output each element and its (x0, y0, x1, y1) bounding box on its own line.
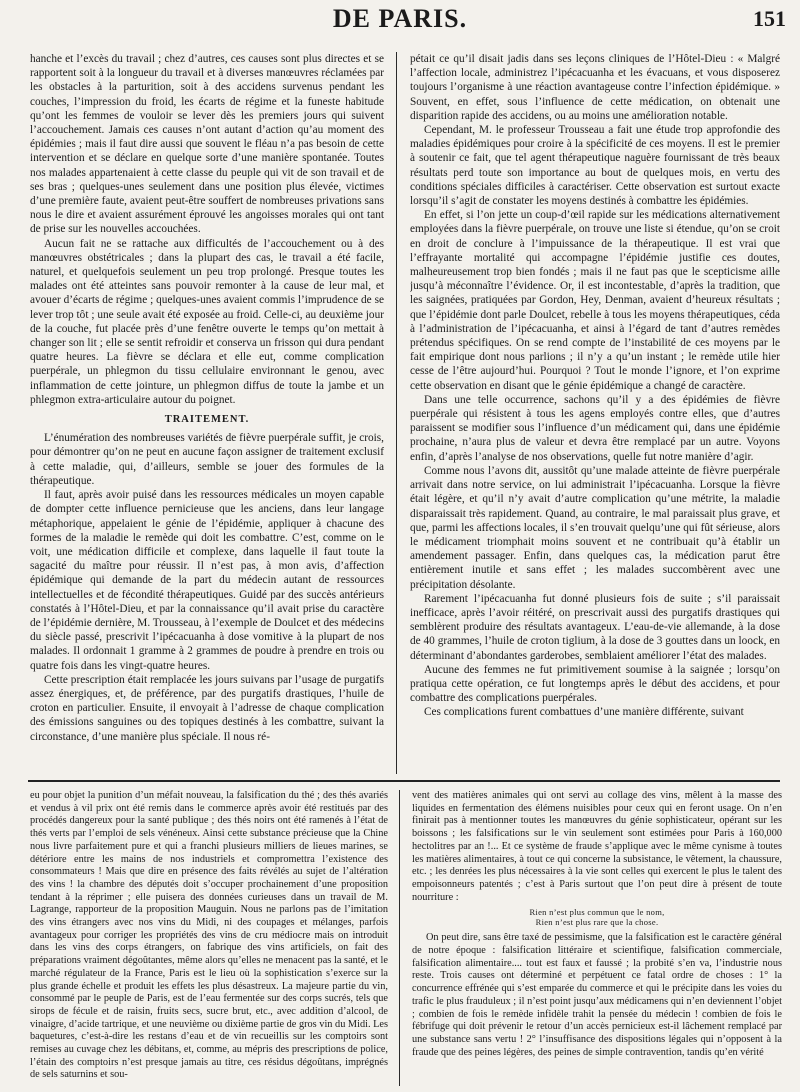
paragraph: Comme nous l’avons dit, aussitôt qu’une malade atteinte de fièvre puerpérale arrivait dans notre service, on lui administrait l’ipécacuanha. Lorsque la fièvre était légère, et qu’il n’y avait d’autre complication qu’une métrite, la maladie disparaissait très rapidement. Quand, au contraire, le mal paraissait plus grave, et que, parmi les affections locales, il s’en trouvait quelqu’une qui fût sérieuse, alors le médicament triomphait moins souvent et ne contribuait qu’à établir un amendement passager. Enfin, dans quelques cas, la médication parut être entièrement inutile et sans effet ; les malades succombèrent avec une précipitation désolante. (410, 464, 780, 591)
paragraph: hanche et l’excès du travail ; chez d’autres, ces causes sont plus directes et se rapportent soit à la longueur du travail et à diverses manœuvres réclamées par les obstacles à la parturition, soit à des accidens survenus pendant les couches, l’impression du froid, les écarts de régime et la funeste habitude qu’ont les femmes de vouloir se lever dès les premiers jours qui suivent l’accouchement. Jamais ces causes n’ont autant d’action qu’au moment des épidémies ; mais il faut dire aussi que souvent le fléau n’a pas besoin de cette intervention et se déclare en quelque sorte d’une manière spontanée. Toutes nos malades appartenaient à cette classe du peuple qui vit de son travail et de ses bras ; quelques-unes seulement dans une position plus élevée, victimes d’une première faute, avaient peut-être souffert de nombreuses privations sans nous le dire et avaient assurément éprouvé les angoisses morales qui ont tant de prise sur les nouvelles accouchées. (30, 53, 384, 236)
paragraph: pétait ce qu’il disait jadis dans ses leçons cliniques de l’Hôtel-Dieu : « Malgré l’affection locale, administrez l’ipécacuanha et les évacuans, et vous disposerez toujours l’organisme à une réaction avantageuse contre l’infection épidémique. » Souvent, en effet, sous l’influence de cette médication, on obtenait une disparition rapide des accidens, ou au moins une amélioration notable. (410, 53, 780, 122)
paragraph: Dans une telle occurrence, sachons qu’il y a des épidémies de fièvre puerpérale qui résistent à tous les agens employés contre elles, que d’autres paraissent se modifier sous l’influence d’un médicament qui, dans une épidémie prochaine, n’aura plus de valeur et devra être remplacé par un autre. Voyons enfin, d’après l’analyse de nos observations, quelle fut notre manière d’agir. (410, 393, 780, 463)
column-divider (396, 52, 397, 774)
paragraph: On peut dire, sans être taxé de pessimisme, que la falsification est le caractère général de notre époque : falsification littéraire et scientifique, falsification commerciale, falsification alimentaire.... tout est faux et faussé ; la probité s’en va, l’industrie nous reste. Trois causes ont déterminé et perpétuent ce fatal ordre de choses : 1° la concurrence effrénée qui s’est emparée du commerce et qui le précipite dans les voies du trafic le plus frauduleux ; il n’est point jusqu’aux médicamens qui n’en deviennent l’objet ; combien de fois le remède infidèle trahit la pensée du médecin ! combien de fois le fébrifuge qui doit prévenir le retour d’un accès pernicieux est-il lâchement remplacé par une substance sans vertu ! 2° l’insuffisance des dispositions légales qui n’opposent à la fraude que des peines légères, des peines de simple contravention, tandis qu’en vérité (412, 932, 782, 1058)
page-header-title: DE PARIS. (332, 4, 468, 33)
paragraph: Aucune des femmes ne fut primitivement soumise à la saignée ; lorsqu’on pratiqua cette opération, ce fut longtemps après le début des accidens, et pour combattre des complications puerpérales. (410, 663, 780, 705)
feuilleton-column-left (30, 790, 388, 1086)
paragraph: Il faut, après avoir puisé dans les ressources médicales un moyen capable de dompter cette influence pernicieuse que les anciens, dans leur langage métaphorique, appelaient le génie de l’épidémie, appliquer à chacune des formes de la maladie le remède qui doit les combattre. C’est, comme on le voit, une médication difficile et complexe, dans laquelle il faut toute la sagacité du maître pour réussir. Il n’est pas, à mon avis, d’affection épidémique qui demande de la part du médecin autant de ressources intellectuelles et de fécondité thérapeutiques. Guidé par des succès antérieurs constatés à l’Hôtel-Dieu, et par la connaissance qu’il avait prise du caractère de l’épidémie dernière, M. Trousseau, à l’exemple de Doulcet et des médecins du siècle passé, prescrivit l’ipécacuanha à dose vomitive à la plupart de nos malades. Il ordonnait 1 gramme à 2 grammes de poudre à prendre en trois ou quatre fois dans les vingt-quatre heures. (30, 489, 384, 672)
article-column-right (410, 52, 780, 774)
page-number: 151 (753, 6, 786, 31)
paragraph: En effet, si l’on jette un coup-d’œil rapide sur les médications alternativement employées dans la fièvre puerpérale, on trouve une liste si étendue, qu’on se croit en droit de conclure à l’impuissance de la thérapeutique. Il est vrai que l’effrayante mortalité qui accompagne l’épidémie justifie ces doutes, malheureusement trop bien fondés ; mais il ne faut pas que le scepticisme aille jusqu’à méconnaître l’évidence. Or, il est incontestable, d’après la tradition, que les saignées, pratiquées par Gordon, Hey, Denman, avaient d’heureux résultats ; que l’épidémie dont parle Doulcet, rebelle à tous les moyens thérapeutiques, céda à l’administration de l’ipécacuanha, et ainsi à l’égard de tant d’autres remèdes prétendus spécifiques. On se rend compte de l’instabilité de ces moyens par le fait empirique dont nous parlions ; il n’y a qu’un instant ; le remède utile hier cesse de l’être aujourd’hui. Pourquoi ? Tout le monde l’ignore, et l’on exprime cette observation en disant que le génie épidémique a changé de caractère. (410, 209, 780, 392)
paragraph: L’énumération des nombreuses variétés de fièvre puerpérale suffit, je crois, pour démontrer qu’on ne peut en aucune façon assigner de traitement exclusif à cette maladie, qui, d’ailleurs, semble se jouer des formules de la thérapeutique. (30, 432, 384, 487)
section-heading: TRAITEMENT. (164, 414, 250, 426)
column-divider (399, 790, 400, 1086)
masthead (0, 0, 800, 46)
quote-line: Rien n’est plus commun que le nom, (529, 907, 665, 918)
paragraph: vent des matières animales qui ont servi au collage des vins, mêlent à la masse des liquides en fermentation des élémens nuisibles pour ceux qui en feront usage. On n’en finirait pas à mentionner toutes les manœuvres du génie sophisticateur, opérant sur les boissons ; les falsifications sur le vin seulement sont estimées pour Paris à 160,000 hectolitres par an !... Et ce système de fraude s’applique avec le même cynisme à toutes les matières alimentaires, à tout ce qui concerne la subsistance, le vêtement, la chaussure, etc. ; les denrées les plus nécessaires à la vie sont celles qui exercent le plus le talent des empoisonneurs patentés ; c’est à Paris surtout que l’on peut dire à présent de toute nourriture : (412, 790, 782, 903)
article-column-left (30, 52, 384, 774)
feuilleton-column-right (412, 790, 782, 1086)
paragraph: Cependant, M. le professeur Trousseau a fait une étude trop approfondie des maladies épidémiques pour croire à la spécificité de ces moyens. Il est le premier à soutenir ce fait, que tel agent thérapeutique naguère fournissant de très beaux résultats perd toute son importance au bout de quelques mois, en vertu des conditions spéciales difficiles à caractériser. Cette observation est surtout exacte lorsqu’il s’agit de constater les moyens destinés à combattre les épidémies. (410, 124, 780, 208)
verse-quote (412, 907, 782, 927)
paragraph: eu pour objet la punition d’un méfait nouveau, la falsification du thé ; des thés avariés et vendus à vil prix ont été remis dans le commerce après avoir été restitués par des procédés dangereux pour la santé publique ; des thés noirs ont été ramenés à l’état de thés verts par l’emploi de sels vénéneux. Ainsi cette substance précieuse que la Chine nous livre parfaitement pure et qui a franchi plusieurs milliers de lieues marines, se détériore entre les mains de nos industriels et compromettra l’existence des consommateurs ! Mais que dire en présence des faits révélés au sujet de l’altération des vins ! la chambre des députés doit s’occuper prochainement d’une proposition tendant à la réprimer ; elle puisera des données curieuses dans un travail de M. Lagrange, rapporteur de la proposition Mauguin. Nous ne parlons pas de l’imitation des vins étrangers avec nos vins du Midi, ni des coupages et mélanges, parfois avantageux pour corriger les propriétés des vins de cru médiocre mais on introduit dans les vins des corps étrangers, on fabrique des vins artificiels, on fait des préparations vraiment dégoûtantes, même alors qu’elles ne menacent pas la santé, et le marché régulateur de la France, Paris est le lieu où la sophistication s’exerce sur la plus grande échelle et produit les effets les plus désastreux. La majeure partie du vin, consommé par le peuple de Paris, est de l’eau fermentée sur des corps sucrés, tels que sirops de fécule et de raisin, fruits secs, sucre brut, etc., avec addition d’alcool, de vinaigre, d’acide tartrique, et une neuvième ou dixième partie de gros vin du Midi. Les baquetures, c’est-à-dire les restans d’eau et de vin recueillis sur les comptoirs sont remises au cuvage chez les débitans, et, comme, au mépris des prescriptions de police, l’étain des comptoirs n’est presque jamais au titre, ces résidus dégoûtans, imprégnés de sels saturnins et sou- (30, 790, 388, 1081)
paragraph: Ces complications furent combattues d’une manière différente, suivant (424, 706, 744, 719)
paragraph: Aucun fait ne se rattache aux difficultés de l’accouchement ou à des manœuvres obstétricales ; dans la plupart des cas, le travail a été facile, naturel, et quelquefois seulement un peu trop prolongé. Presque toutes les malades ont été atteintes sans pouvoir remonter à la cause de leur mal, et avouer d’écarts de régime ; quelques-unes avaient commis l’imprudence de se lever trop tôt ; une seule avait été exposée au froid. Celle-ci, au deuxième jour de la couche, fut placée près d’une fenêtre ouverte le temps qu’on mettait à changer son lit ; elle se sentit refroidir et conserva un frisson qui dura pendant quatre heures. La fièvre se déclara et elle eut, comme complication puerpérale, un phlegmon du tissu cellulaire environnant le genou, avec inflammation de cette jointure, un phlegmon diffus de toute la jambe et un phlegmon extra-articulaire autour du poignet. (30, 237, 384, 406)
section-divider (28, 780, 780, 782)
paragraph: Cette prescription était remplacée les jours suivans par l’usage de purgatifs assez énergiques, et, de préférence, par des purgatifs drastiques, l’huile de croton en particulier. Ensuite, il envoyait à l’adresse de chaque complication des émissions sanguines ou des topiques destinés à les combattre, suivant la circonstance, d’une manière plus spéciale. Il nous ré- (30, 673, 384, 743)
quote-line: Rien n’est plus rare que la chose. (535, 917, 659, 928)
paragraph: Rarement l’ipécacuanha fut donné plusieurs fois de suite ; s’il paraissait inefficace, après l’avoir réitéré, on prescrivait aussi des purgatifs drastiques qui semblèrent produire des résultats avantageux. L’eau-de-vie allemande, à la dose de 40 grammes, l’huile de croton tiglium, à la dose de 3 gouttes dans un loock, en déterminant d’abondantes garderobes, semblaient améliorer l’état des malades. (410, 592, 780, 662)
